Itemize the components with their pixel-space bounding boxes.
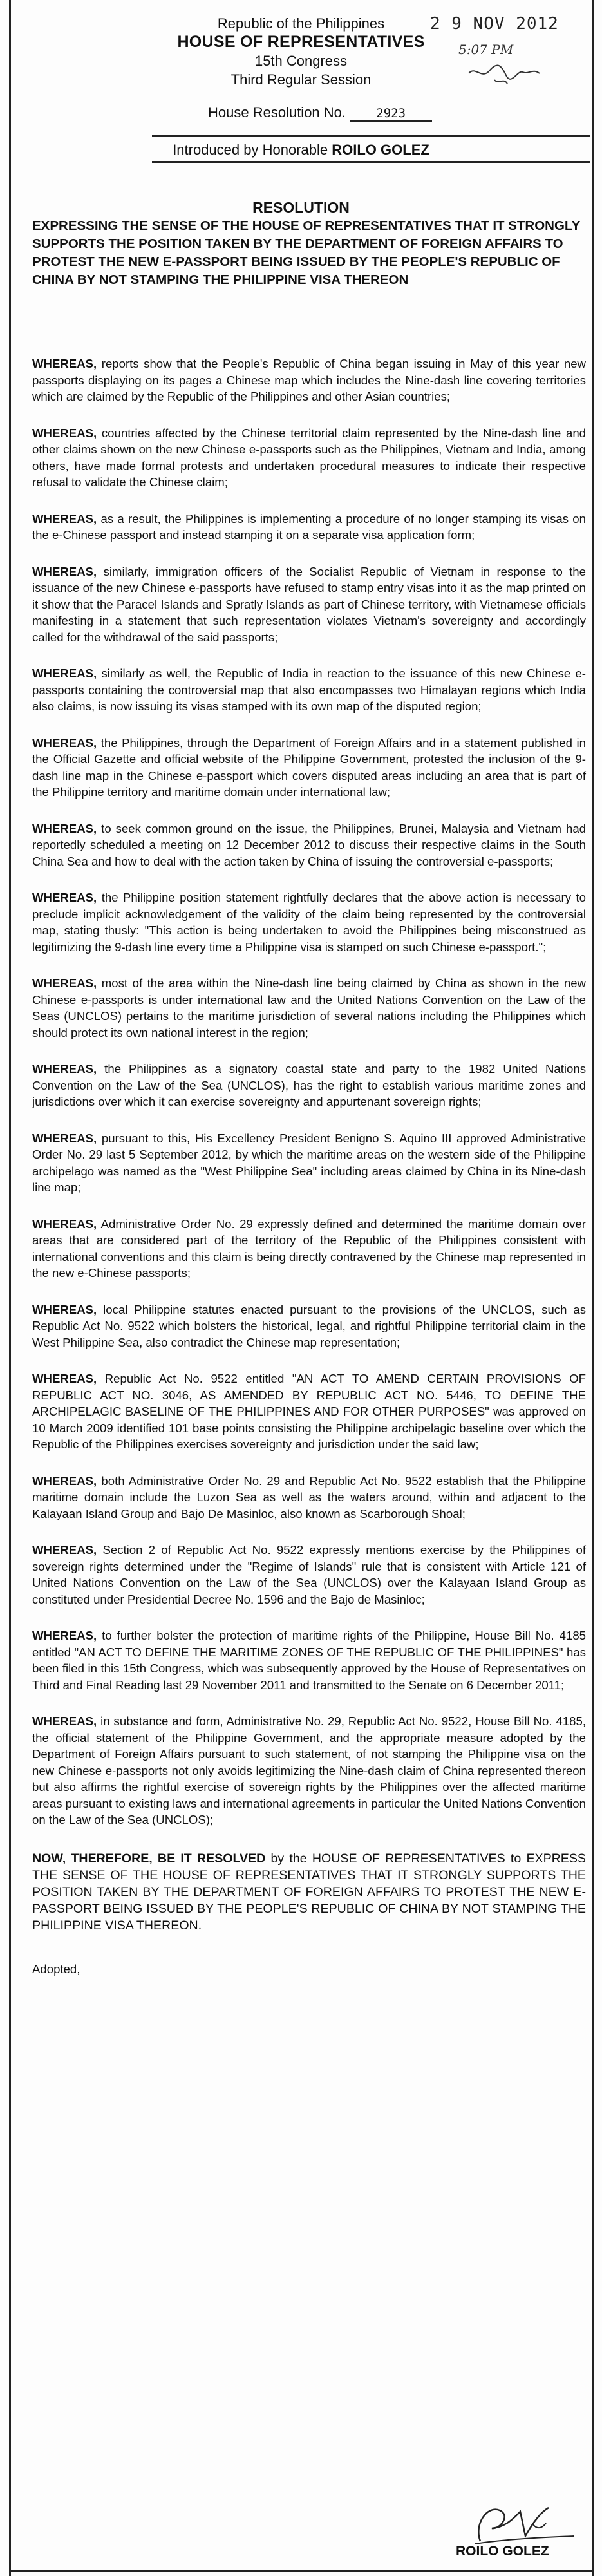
resolution-number-label: House Resolution No. — [208, 104, 346, 120]
whereas-text: most of the area within the Nine-dash line being claimed by China as shown in the new Chinese e-passports is under international law and the United Nations Convention on the Law of the Seas (UNCLOS) pertains to the maritime jurisdiction of several nations including the Philippines which should protect its own national interest in the region; — [32, 976, 586, 1039]
whereas-text: the Philippines as a signatory coastal state and party to the 1982 United Nations Convention on the Law of the Sea (UNCLOS), has the right to establish various maritime zones and jurisdictions over which it can exercise sovereignty and appurtenant sovereign rights; — [32, 1062, 586, 1108]
clause-spacer — [32, 800, 586, 820]
whereas-lead: WHEREAS, — [32, 357, 97, 370]
whereas-lead: WHEREAS, — [32, 1372, 97, 1385]
republic-line: Republic of the Philippines — [217, 15, 385, 32]
whereas-text: countries affected by the Chinese territorial claim represented by the Nine-dash line and other claims shown on the new Chinese e-passports such as the Philippines, Vietnam and India, among others, have made formal protests and undertaken procedural measures to indicate their respective refusal to validate the Chinese claim; — [32, 426, 586, 489]
whereas-clause — [32, 1542, 586, 1607]
whereas-text: similarly, immigration officers of the Socialist Republic of Vietnam in response to the issuance of the new Chinese e-passports have refused to stamp entry visas into it as the map printed on it show that the Paracel Islands and Spratly Islands as part of Chinese territory, with Vietnamese officials manifesting in a statement that such representation violates Vietnam's sovereignty and accordingly called for the withdrawal of the said passports; — [32, 564, 586, 644]
clause-spacer — [32, 645, 586, 665]
clause-spacer — [32, 1607, 586, 1627]
whereas-lead: WHEREAS, — [32, 1714, 97, 1728]
whereas-lead: WHEREAS, — [32, 1062, 97, 1075]
clause-spacer — [32, 1350, 586, 1370]
whereas-lead: WHEREAS, — [32, 735, 97, 750]
whereas-lead: WHEREAS, — [32, 1131, 97, 1145]
whereas-text: similarly as well, the Republic of India in reaction to the issuance of this new Chinese e-passports containing the controversial map that also encompasses two Himalayan regions which India also claims, is now issuing its visas stamped with its own map of the disputed region; — [32, 667, 586, 713]
whereas-clause — [32, 889, 586, 955]
page-border-bottom — [9, 2570, 594, 2572]
whereas-text: Administrative Order No. 29 expressly defined and determined the maritime domain over areas that are considered part of the territory of the Republic of the Philippines consistent with international conventions and this claim is being directly contravened by the Chinese map represented in the new e-Chinese passports; — [32, 1217, 586, 1280]
whereas-clause — [32, 511, 586, 544]
whereas-lead: WHEREAS, — [32, 426, 97, 440]
signer-name: ROILO GOLEZ — [456, 2544, 549, 2559]
whereas-clause — [32, 1130, 586, 1196]
page-border-left — [9, 0, 11, 2576]
whereas-text: the Philippines, through the Department of Foreign Affairs and in a statement published in the Official Gazette and official website of the Philippine Government, protested the inclusion of the 9-dash line map in the Chinese e-passport which covers disputed areas including an area that is part of the Philippine territory and maritime domain under international law; — [32, 735, 586, 799]
whereas-lead: WHEREAS, — [32, 1302, 97, 1316]
whereas-lead: WHEREAS, — [32, 667, 97, 680]
whereas-text: as a result, the Philippines is implementing a procedure of no longer stamping its visas on the e-Chinese passport and instead stamping it on a separate visa application form; — [32, 511, 586, 542]
whereas-clause — [32, 1627, 586, 1693]
whereas-clause — [32, 425, 586, 491]
whereas-clause — [32, 975, 586, 1041]
whereas-clause — [32, 820, 586, 870]
clause-spacer — [32, 869, 586, 889]
top-divider — [152, 135, 590, 137]
clause-spacer — [32, 405, 586, 425]
whereas-clause — [32, 1216, 586, 1282]
whereas-clause — [32, 1473, 586, 1522]
adopted-label: Adopted, — [32, 1962, 80, 1976]
clause-spacer — [32, 1282, 586, 1302]
page-border-right — [592, 0, 594, 2576]
clause-spacer — [32, 544, 586, 564]
whereas-lead: WHEREAS, — [32, 976, 97, 990]
whereas-clause — [32, 1302, 586, 1351]
whereas-text: Republic Act No. 9522 entitled "AN ACT TO AMEND CERTAIN PROVISIONS OF REPUBLIC ACT NO. 3046, AS AMENDED BY REPUBLIC ACT NO. 5446, TO DEFINE THE ARCHIPELAGIC BASELINE OF THE PHILIPPINES AND FOR OTHER PURPOSES" was approved on 10 March 2009 identified 101 base points consisting the Philippine archipelagic baseline over which the Republic of the Philippines exercises sovereignty and jurisdiction under the said law; — [32, 1372, 586, 1451]
whereas-lead: WHEREAS, — [32, 1217, 97, 1231]
bottom-divider — [152, 161, 590, 163]
whereas-clause — [32, 355, 586, 405]
whereas-lead: WHEREAS, — [32, 564, 97, 578]
introduced-by — [0, 142, 602, 158]
clause-spacer — [32, 1196, 586, 1216]
whereas-lead: WHEREAS, — [32, 1629, 97, 1642]
whereas-clause — [32, 735, 586, 800]
whereas-text: pursuant to this, His Excellency President Benigno S. Aquino III approved Administrative Order No. 29 last 5 September 2012, by which the maritime areas on the western side of the Philippine archipelago was named as the "West Philippine Sea" including areas claimed by China in its Nine-dash line map; — [32, 1131, 586, 1194]
clause-spacer — [32, 1110, 586, 1130]
whereas-clause — [32, 665, 586, 715]
clause-spacer — [32, 955, 586, 975]
clause-spacer — [32, 491, 586, 511]
resolution-number-line — [208, 104, 432, 122]
whereas-clauses — [32, 355, 586, 1828]
whereas-text: to further bolster the protection of maritime rights of the Philippine, House Bill No. 4185 entitled "AN ACT TO DEFINE THE MARITIME ZONES OF THE REPUBLIC OF THE PHILIPPINES" has been filed in this 15th Congress, which was subsequently approved by the House of Representatives on Third and Final Reading last 29 November 2011 and transmitted to the Senate on 6 December 2011; — [32, 1629, 586, 1692]
clause-spacer — [32, 1453, 586, 1473]
whereas-lead: WHEREAS, — [32, 821, 97, 835]
clause-spacer — [32, 1041, 586, 1061]
whereas-lead: WHEREAS, — [32, 1473, 97, 1488]
whereas-text: in substance and form, Administrative No. 29, Republic Act No. 9522, House Bill No. 4185, the official statement of the Philippine Government, and the appropriate measure adopted by the Department of Foreign Affairs pursuant to such statement, of not stamping the Philippine visa on the new Chinese e-passports not only avoids legitimizing the Nine-dash claim of China represented thereon but also affirms the rightful exercise of sovereign rights by the Philippines over the affected maritime areas pursuant to existing laws and international agreements in particular the United Nations Convention on the Law of the Sea (UNCLOS); — [32, 1714, 586, 1826]
clause-spacer — [32, 1693, 586, 1713]
resolution-number: 2923 — [350, 106, 432, 122]
congress-line: 15th Congress — [254, 53, 348, 69]
whereas-lead: WHEREAS, — [32, 511, 97, 526]
whereas-lead: WHEREAS, — [32, 1543, 97, 1557]
whereas-text: reports show that the People's Republic of China began issuing in May of this year new passports displaying on its pages a Chinese map which includes the Nine-dash line covering territories which are claimed by the Republic of the Philippines and other Asian countries; — [32, 357, 586, 403]
resolved-lead: NOW, THEREFORE, BE IT RESOLVED — [32, 1851, 266, 1866]
whereas-text: both Administrative Order No. 29 and Republic Act No. 9522 establish that the Philippine maritime domain include the Luzon Sea as well as the waters around, within and adjacent to the Kalayaan Island Group and Bajo De Masinloc, also known as Scarborough Shoal; — [32, 1473, 586, 1520]
whereas-clause — [32, 564, 586, 646]
house-title: HOUSE OF REPRESENTATIVES — [177, 33, 425, 51]
resolution-summary: EXPRESSING THE SENSE OF THE HOUSE OF REPRESENTATIVES THAT IT STRONGLY SUPPORTS THE POSITION TAKEN BY THE DEPARTMENT OF FOREIGN AFFAIRS TO PROTEST THE NEW E-PASSPORT BEING ISSUED BY THE PEOPLE'S REPUBLIC OF CHINA BY NOT STAMPING THE PHILIPPINE VISA THEREON — [32, 218, 580, 287]
introduced-by-prefix: Introduced by Honorable — [173, 142, 328, 158]
signature-image — [461, 2499, 583, 2550]
clause-spacer — [32, 1522, 586, 1542]
clause-spacer — [32, 715, 586, 735]
resolved-clause — [32, 1850, 586, 1934]
whereas-clause — [32, 1713, 586, 1828]
resolution-body — [32, 355, 586, 1989]
introducer-name: ROILO GOLEZ — [332, 142, 429, 158]
handwritten-receipt-note — [456, 40, 549, 91]
handwritten-time: 5:07 PM — [458, 42, 514, 57]
resolution-heading: RESOLUTION — [252, 199, 350, 216]
received-date-stamp: 2 9 NOV 2012 — [430, 14, 559, 33]
resolved-text: by the HOUSE OF REPRESENTATIVES to EXPRESS THE SENSE OF THE HOUSE OF REPRESENTATIVES THAT IT STRONGLY SUPPORTS THE POSITION TAKEN BY THE DEPARTMENT OF FOREIGN AFFAIRS TO PROTEST THE NEW E-PASSPORT BEING ISSUED BY THE PEOPLE'S REPUBLIC OF CHINA BY NOT STAMPING THE PHILIPPINE VISA THEREON. — [32, 1851, 587, 1933]
whereas-text: the Philippine position statement rightfully declares that the above action is necessary to preclude implicit acknowledgement of the validity of the claim being represented by the controversial map, stating thusly: "This action is being undertaken to avoid the Philippines being misconstrued as legitimizing the 9-dash line every time a Philippine visa is stamped on such Chinese e-passport."; — [32, 891, 586, 954]
whereas-text: local Philippine statutes enacted pursuant to the provisions of the UNCLOS, such as Republic Act No. 9522 which bolsters the historical, legal, and rightful Philippine territorial claim in the West Philippine Sea, also contradict the Chinese map representation; — [32, 1302, 586, 1349]
whereas-clause — [32, 1370, 586, 1453]
whereas-clause — [32, 1061, 586, 1110]
session-line: Third Regular Session — [230, 71, 372, 88]
whereas-text: Section 2 of Republic Act No. 9522 expressly mentions exercise by the Philippines of sovereign rights determined under the "Regime of Islands" rule that is consistent with Article 121 of United Nations Convention on the Law of the Sea (UNCLOS) over the Kalayaan Island Group as constituted under Presidential Decree No. 1596 and the Bajo de Masinloc; — [32, 1543, 586, 1606]
whereas-lead: WHEREAS, — [32, 891, 97, 904]
whereas-text: to seek common ground on the issue, the Philippines, Brunei, Malaysia and Vietnam had reportedly scheduled a meeting on 12 December 2012 to discuss their respective claims in the South China Sea and how to deal with the action taken by China of issuing the controversial e-passports; — [32, 821, 586, 868]
